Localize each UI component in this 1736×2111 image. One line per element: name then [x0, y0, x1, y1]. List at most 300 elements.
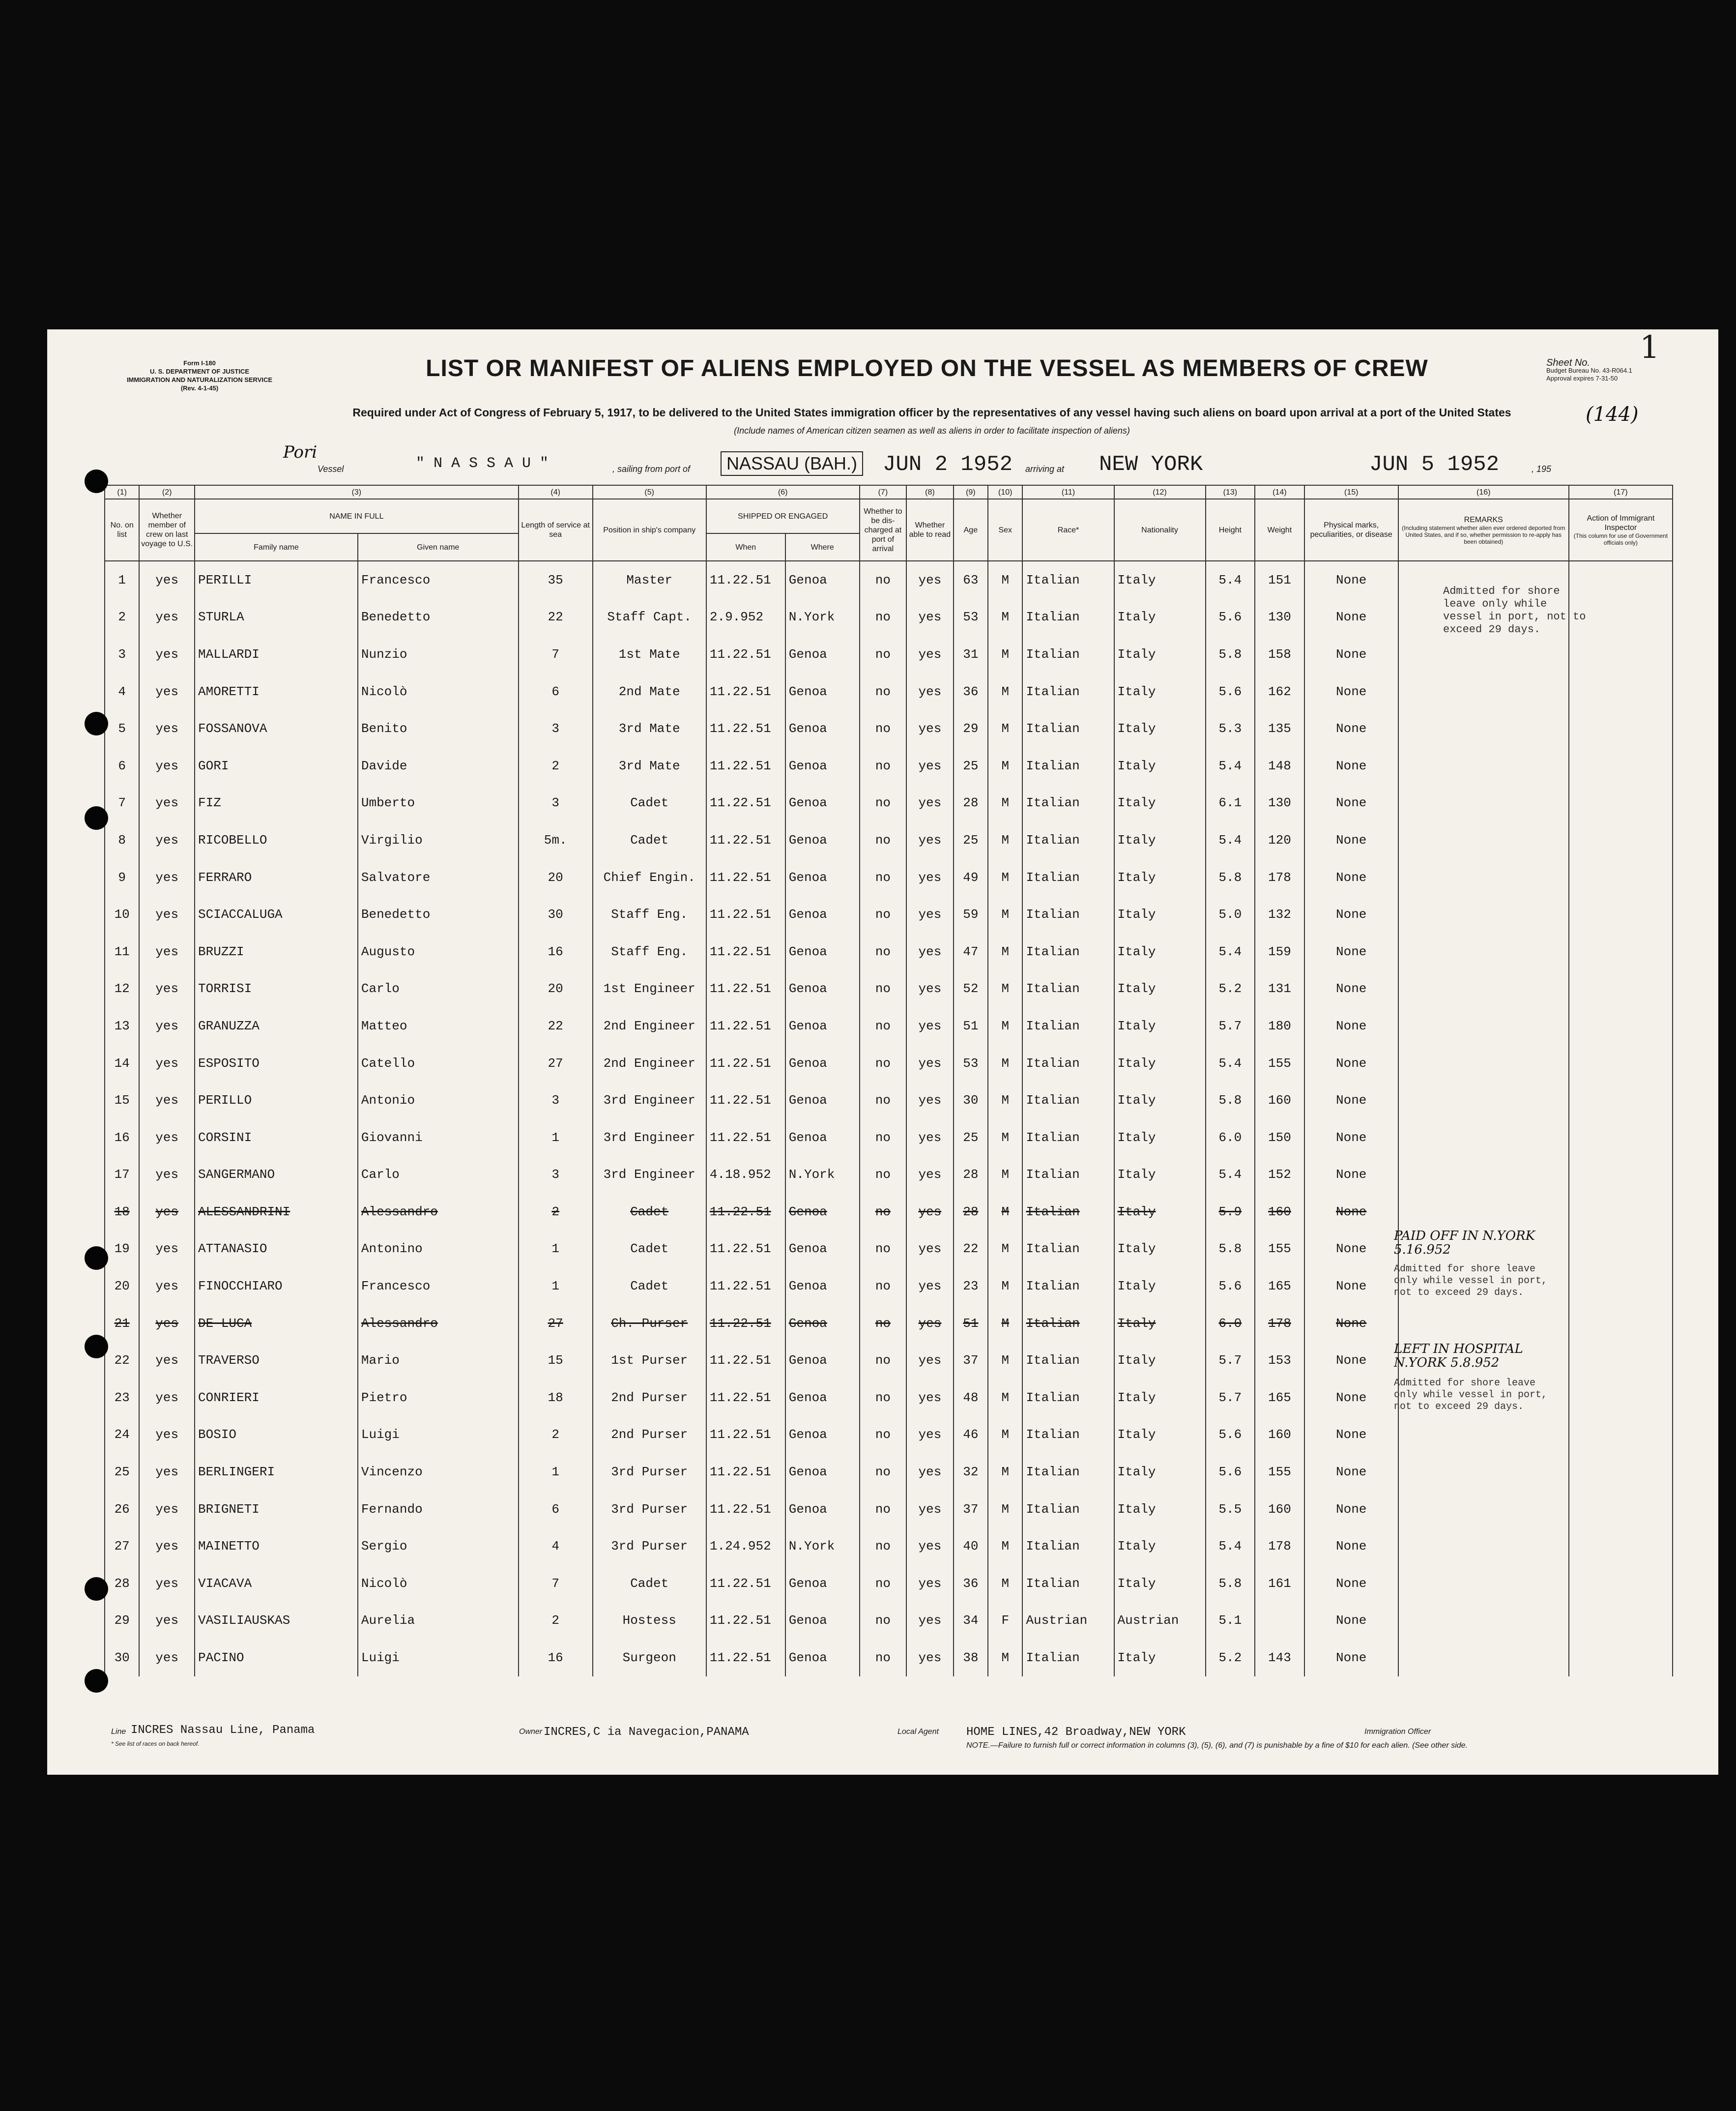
header-family-name: Family name — [195, 533, 358, 561]
table-row — [105, 599, 1673, 636]
physical-marks: None — [1304, 747, 1398, 785]
race: Italian — [1022, 673, 1114, 710]
given-name: Nunzio — [358, 636, 519, 673]
discharge-flag: no — [860, 859, 907, 896]
col-num: (1) — [105, 485, 139, 499]
family-name: SCIACCALUGA — [195, 896, 358, 933]
position: Hostess — [593, 1602, 706, 1640]
nationality: Italy — [1114, 1082, 1206, 1119]
given-name: Umberto — [358, 785, 519, 822]
action-title: Action of Immigrant Inspector — [1587, 514, 1655, 532]
header-physical: Physical marks, peculiarities, or disease — [1304, 499, 1398, 561]
member-flag: yes — [139, 1082, 195, 1119]
weight: 160 — [1255, 1082, 1304, 1119]
table-row — [105, 821, 1673, 859]
family-name: FINOCCHIARO — [195, 1267, 358, 1305]
header-whether-member: Whether member of crew on last voyage to U.S. — [139, 499, 195, 561]
race: Italian — [1022, 821, 1114, 859]
physical-marks: None — [1304, 1193, 1398, 1231]
crew-rows — [105, 561, 1673, 1676]
table-row — [105, 747, 1673, 785]
sex: M — [988, 1379, 1022, 1416]
given-name: Vincenzo — [358, 1453, 519, 1491]
race: Italian — [1022, 1045, 1114, 1082]
row-number: 19 — [105, 1231, 139, 1268]
service-length: 16 — [519, 933, 593, 970]
shipped-where: N.York — [785, 1527, 860, 1565]
row-number: 7 — [105, 785, 139, 822]
action-cell — [1569, 785, 1673, 822]
physical-marks: None — [1304, 1565, 1398, 1602]
weight: 131 — [1255, 970, 1304, 1008]
discharge-flag: no — [860, 821, 907, 859]
position: Staff Eng. — [593, 896, 706, 933]
member-flag: yes — [139, 1007, 195, 1045]
race: Italian — [1022, 1007, 1114, 1045]
member-flag: yes — [139, 1453, 195, 1491]
position: 1st Mate — [593, 636, 706, 673]
remarks-cell — [1398, 1305, 1569, 1342]
shipped-where: Genoa — [785, 1379, 860, 1416]
shipped-where: Genoa — [785, 1045, 860, 1082]
position: 3rd Engineer — [593, 1119, 706, 1156]
physical-marks: None — [1304, 1082, 1398, 1119]
race: Italian — [1022, 1379, 1114, 1416]
service-length: 5m. — [519, 821, 593, 859]
year-suffix: , 195 — [1532, 464, 1552, 474]
read-flag: yes — [906, 970, 954, 1008]
remark-paid-off: PAID OFF IN N.YORK 5.16.952 — [1394, 1229, 1535, 1257]
action-cell — [1569, 1527, 1673, 1565]
remarks-cell — [1398, 673, 1569, 710]
table-row — [105, 1416, 1673, 1454]
position: 3rd Engineer — [593, 1156, 706, 1194]
header-position: Position in ship's company — [593, 499, 706, 561]
age: 25 — [954, 1119, 988, 1156]
races-note: * See list of races on back hereof. — [111, 1740, 200, 1747]
age: 59 — [954, 896, 988, 933]
family-name: FIZ — [195, 785, 358, 822]
remarks-cell — [1398, 896, 1569, 933]
row-number: 24 — [105, 1416, 139, 1454]
sex: M — [988, 636, 1022, 673]
family-name: MALLARDI — [195, 636, 358, 673]
remarks-cell — [1398, 1193, 1569, 1231]
read-flag: yes — [906, 785, 954, 822]
service-length: 7 — [519, 1565, 593, 1602]
weight: 165 — [1255, 1267, 1304, 1305]
age: 34 — [954, 1602, 988, 1640]
height: 5.6 — [1206, 599, 1255, 636]
read-flag: yes — [906, 1565, 954, 1602]
age: 38 — [954, 1639, 988, 1676]
physical-marks: None — [1304, 673, 1398, 710]
race: Italian — [1022, 1082, 1114, 1119]
row-number: 5 — [105, 710, 139, 747]
nationality: Italy — [1114, 1379, 1206, 1416]
include-note: (Include names of American citizen seamen as well as aliens in order to facilitate inspection of aliens) — [734, 426, 1130, 436]
shipped-where: Genoa — [785, 1491, 860, 1528]
service-length: 2 — [519, 1193, 593, 1231]
header-where: Where — [785, 533, 860, 561]
family-name: PERILLI — [195, 561, 358, 599]
shipped-when: 11.22.51 — [706, 1267, 785, 1305]
form-number: Form I-180 — [183, 359, 216, 367]
sex: M — [988, 1342, 1022, 1379]
shipped-where: Genoa — [785, 1305, 860, 1342]
shipped-when: 11.22.51 — [706, 1416, 785, 1454]
remarks-subtitle: (Including statement whether alien ever ordered deported from United States, and if so, whether permission to re-apply has been obtained) — [1402, 524, 1565, 545]
family-name: VIACAVA — [195, 1565, 358, 1602]
shipped-when: 11.22.51 — [706, 747, 785, 785]
table-row — [105, 785, 1673, 822]
shipped-where: N.York — [785, 599, 860, 636]
sex: M — [988, 1193, 1022, 1231]
remark-row-1: Admitted for shore leave only while vessel in port, not to exceed 29 days. — [1443, 585, 1586, 636]
member-flag: yes — [139, 785, 195, 822]
height: 5.8 — [1206, 1565, 1255, 1602]
race: Italian — [1022, 896, 1114, 933]
member-flag: yes — [139, 1527, 195, 1565]
shipped-when: 11.22.51 — [706, 673, 785, 710]
read-flag: yes — [906, 636, 954, 673]
shipped-when: 11.22.51 — [706, 1305, 785, 1342]
physical-marks: None — [1304, 1231, 1398, 1268]
table-row — [105, 1639, 1673, 1676]
position: 3rd Mate — [593, 747, 706, 785]
race: Italian — [1022, 747, 1114, 785]
sex: M — [988, 970, 1022, 1008]
physical-marks: None — [1304, 1639, 1398, 1676]
col-num: (13) — [1206, 485, 1255, 499]
service-length: 1 — [519, 1453, 593, 1491]
remarks-cell — [1398, 1527, 1569, 1565]
remarks-cell — [1398, 1082, 1569, 1119]
header-able-read: Whether able to read — [906, 499, 954, 561]
physical-marks: None — [1304, 561, 1398, 599]
remarks-cell — [1398, 1156, 1569, 1194]
given-name: Nicolò — [358, 673, 519, 710]
shipped-where: Genoa — [785, 1119, 860, 1156]
action-cell — [1569, 1453, 1673, 1491]
weight: 155 — [1255, 1453, 1304, 1491]
service-length: 22 — [519, 1007, 593, 1045]
family-name: MAINETTO — [195, 1527, 358, 1565]
discharge-flag: no — [860, 933, 907, 970]
action-cell — [1569, 1602, 1673, 1640]
given-name: Virgilio — [358, 821, 519, 859]
approval-expires: Approval expires 7-31-50 — [1546, 375, 1618, 382]
shipped-when: 11.22.51 — [706, 1602, 785, 1640]
physical-marks: None — [1304, 1527, 1398, 1565]
table-row — [105, 1527, 1673, 1565]
race: Italian — [1022, 1565, 1114, 1602]
handwritten-prefix: Pori — [283, 442, 318, 462]
family-name: TRAVERSO — [195, 1342, 358, 1379]
date-to: JUN 5 1952 — [1369, 452, 1500, 477]
row-number: 11 — [105, 933, 139, 970]
age: 23 — [954, 1267, 988, 1305]
punch-hole — [85, 469, 108, 493]
shipped-when: 11.22.51 — [706, 1045, 785, 1082]
service-length: 30 — [519, 896, 593, 933]
age: 25 — [954, 747, 988, 785]
family-name: DE LUCA — [195, 1305, 358, 1342]
row-number: 1 — [105, 561, 139, 599]
race: Italian — [1022, 710, 1114, 747]
shipped-when: 11.22.51 — [706, 1007, 785, 1045]
header-age: Age — [954, 499, 988, 561]
discharge-flag: no — [860, 1267, 907, 1305]
service-length: 27 — [519, 1045, 593, 1082]
header-weight: Weight — [1255, 499, 1304, 561]
read-flag: yes — [906, 859, 954, 896]
action-cell — [1569, 747, 1673, 785]
remarks-cell — [1398, 859, 1569, 896]
height: 5.7 — [1206, 1379, 1255, 1416]
table-row — [105, 1045, 1673, 1082]
weight: 150 — [1255, 1119, 1304, 1156]
discharge-flag: no — [860, 1379, 907, 1416]
table-row — [105, 1119, 1673, 1156]
read-flag: yes — [906, 1045, 954, 1082]
header-given-name: Given name — [358, 533, 519, 561]
service-length: 3 — [519, 1082, 593, 1119]
discharge-flag: no — [860, 1193, 907, 1231]
read-flag: yes — [906, 1231, 954, 1268]
shipped-when: 11.22.51 — [706, 1231, 785, 1268]
row-number: 4 — [105, 673, 139, 710]
physical-marks: None — [1304, 859, 1398, 896]
race: Italian — [1022, 785, 1114, 822]
read-flag: yes — [906, 1082, 954, 1119]
race: Italian — [1022, 1156, 1114, 1194]
nationality: Italy — [1114, 1305, 1206, 1342]
shipped-when: 11.22.51 — [706, 1082, 785, 1119]
sex: M — [988, 1416, 1022, 1454]
family-name: CORSINI — [195, 1119, 358, 1156]
given-name: Francesco — [358, 561, 519, 599]
table-row — [105, 859, 1673, 896]
shipped-where: Genoa — [785, 785, 860, 822]
nationality: Italy — [1114, 933, 1206, 970]
shipped-when: 11.22.51 — [706, 1379, 785, 1416]
given-name: Mario — [358, 1342, 519, 1379]
table-row — [105, 1082, 1673, 1119]
nationality: Italy — [1114, 1119, 1206, 1156]
given-name: Benedetto — [358, 599, 519, 636]
given-name: Antonio — [358, 1082, 519, 1119]
discharge-flag: no — [860, 710, 907, 747]
action-cell — [1569, 1119, 1673, 1156]
discharge-flag: no — [860, 1342, 907, 1379]
fine-note: NOTE.—Failure to furnish full or correct information in columns (3), (5), (6), and (7) is punishable by a fine of $10 for each alien. (See other side. — [966, 1741, 1468, 1750]
physical-marks: None — [1304, 1491, 1398, 1528]
handwritten-reference: (144) — [1586, 403, 1639, 426]
given-name: Augusto — [358, 933, 519, 970]
member-flag: yes — [139, 1267, 195, 1305]
position: Cadet — [593, 1565, 706, 1602]
vessel-label: Vessel — [318, 464, 344, 474]
row-number: 15 — [105, 1082, 139, 1119]
weight: 160 — [1255, 1416, 1304, 1454]
shipped-when: 11.22.51 — [706, 710, 785, 747]
action-cell — [1569, 1416, 1673, 1454]
physical-marks: None — [1304, 1453, 1398, 1491]
position: Chief Engin. — [593, 859, 706, 896]
remarks-title: REMARKS — [1464, 515, 1503, 524]
shipped-when: 11.22.51 — [706, 1565, 785, 1602]
race: Italian — [1022, 1193, 1114, 1231]
position: Cadet — [593, 1193, 706, 1231]
row-number: 17 — [105, 1156, 139, 1194]
age: 40 — [954, 1527, 988, 1565]
header-shipped: SHIPPED OR ENGAGED — [706, 499, 860, 533]
table-row — [105, 710, 1673, 747]
punch-hole — [85, 806, 108, 830]
family-name: GRANUZZA — [195, 1007, 358, 1045]
row-number: 29 — [105, 1602, 139, 1640]
row-number: 12 — [105, 970, 139, 1008]
member-flag: yes — [139, 1379, 195, 1416]
port-to: NEW YORK — [1099, 452, 1203, 477]
physical-marks: None — [1304, 1342, 1398, 1379]
read-flag: yes — [906, 1416, 954, 1454]
row-number: 13 — [105, 1007, 139, 1045]
member-flag: yes — [139, 1231, 195, 1268]
shipped-where: Genoa — [785, 1453, 860, 1491]
read-flag: yes — [906, 561, 954, 599]
race: Italian — [1022, 859, 1114, 896]
nationality: Italy — [1114, 561, 1206, 599]
discharge-flag: no — [860, 599, 907, 636]
action-subtitle: (This column for use of Government officials only) — [1573, 532, 1668, 546]
service: IMMIGRATION AND NATURALIZATION SERVICE — [126, 376, 273, 383]
remarks-cell — [1398, 1565, 1569, 1602]
weight: 160 — [1255, 1193, 1304, 1231]
agent-value: HOME LINES,42 Broadway,NEW YORK — [966, 1726, 1186, 1739]
weight: 158 — [1255, 636, 1304, 673]
age: 36 — [954, 673, 988, 710]
position: Cadet — [593, 785, 706, 822]
weight: 130 — [1255, 785, 1304, 822]
family-name: BRUZZI — [195, 933, 358, 970]
remarks-cell — [1398, 1639, 1569, 1676]
physical-marks: None — [1304, 1007, 1398, 1045]
nationality: Austrian — [1114, 1602, 1206, 1640]
member-flag: yes — [139, 1193, 195, 1231]
shipped-where: Genoa — [785, 1639, 860, 1676]
read-flag: yes — [906, 1007, 954, 1045]
col-num: (4) — [519, 485, 593, 499]
read-flag: yes — [906, 821, 954, 859]
given-name: Carlo — [358, 1156, 519, 1194]
col-num: (15) — [1304, 485, 1398, 499]
agent-label: Local Agent — [897, 1728, 939, 1736]
height: 6.0 — [1206, 1119, 1255, 1156]
given-name: Francesco — [358, 1267, 519, 1305]
read-flag: yes — [906, 673, 954, 710]
crew-table — [104, 485, 1673, 1676]
family-name: SANGERMANO — [195, 1156, 358, 1194]
punch-hole — [85, 1669, 108, 1693]
nationality: Italy — [1114, 1527, 1206, 1565]
remarks-cell — [1398, 970, 1569, 1008]
height: 6.0 — [1206, 1305, 1255, 1342]
shipped-where: Genoa — [785, 1007, 860, 1045]
footer — [111, 1724, 1684, 1753]
remark-row-18: Admitted for shore leave only while vessel in port, not to exceed 29 days. — [1394, 1263, 1548, 1298]
form-identifier — [101, 359, 298, 392]
discharge-flag: no — [860, 1491, 907, 1528]
remarks-cell — [1398, 1602, 1569, 1640]
physical-marks: None — [1304, 636, 1398, 673]
row-number: 9 — [105, 859, 139, 896]
height: 5.8 — [1206, 859, 1255, 896]
sex: M — [988, 1453, 1022, 1491]
height: 5.4 — [1206, 1045, 1255, 1082]
discharge-flag: no — [860, 1416, 907, 1454]
age: 51 — [954, 1305, 988, 1342]
nationality: Italy — [1114, 710, 1206, 747]
weight: 153 — [1255, 1342, 1304, 1379]
weight: 180 — [1255, 1007, 1304, 1045]
height: 5.4 — [1206, 933, 1255, 970]
age: 30 — [954, 1082, 988, 1119]
service-length: 1 — [519, 1119, 593, 1156]
member-flag: yes — [139, 933, 195, 970]
column-number-row — [105, 485, 1673, 499]
weight: 155 — [1255, 1231, 1304, 1268]
height: 5.0 — [1206, 896, 1255, 933]
position: 3rd Engineer — [593, 1082, 706, 1119]
position: 3rd Mate — [593, 710, 706, 747]
shipped-when: 11.22.51 — [706, 561, 785, 599]
height: 5.7 — [1206, 1007, 1255, 1045]
discharge-flag: no — [860, 970, 907, 1008]
read-flag: yes — [906, 1119, 954, 1156]
action-cell — [1569, 859, 1673, 896]
physical-marks: None — [1304, 1602, 1398, 1640]
nationality: Italy — [1114, 1267, 1206, 1305]
race: Italian — [1022, 1527, 1114, 1565]
punch-hole — [85, 1335, 108, 1358]
nationality: Italy — [1114, 1156, 1206, 1194]
given-name: Antonino — [358, 1231, 519, 1268]
service-length: 4 — [519, 1527, 593, 1565]
remarks-cell — [1398, 821, 1569, 859]
height: 5.1 — [1206, 1602, 1255, 1640]
physical-marks: None — [1304, 821, 1398, 859]
sex: M — [988, 1527, 1022, 1565]
nationality: Italy — [1114, 747, 1206, 785]
family-name: BERLINGERI — [195, 1453, 358, 1491]
weight: 165 — [1255, 1379, 1304, 1416]
weight: 132 — [1255, 896, 1304, 933]
service-length: 16 — [519, 1639, 593, 1676]
discharge-flag: no — [860, 1565, 907, 1602]
table-row — [105, 636, 1673, 673]
remarks-cell — [1398, 933, 1569, 970]
service-length: 1 — [519, 1231, 593, 1268]
table-row — [105, 561, 1673, 599]
action-cell — [1569, 1082, 1673, 1119]
family-name: PERILLO — [195, 1082, 358, 1119]
table-row — [105, 1193, 1673, 1231]
service-length: 20 — [519, 970, 593, 1008]
row-number: 23 — [105, 1379, 139, 1416]
service-length: 22 — [519, 599, 593, 636]
